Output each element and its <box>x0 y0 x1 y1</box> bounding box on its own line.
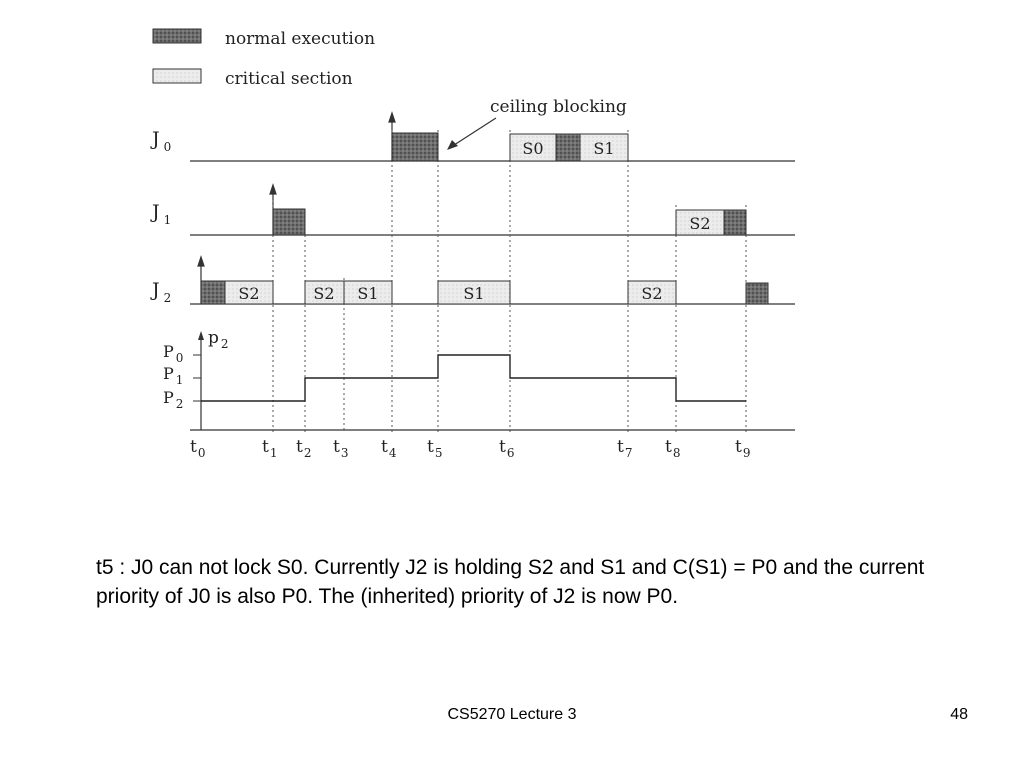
j2-s1-a-label: S1 <box>357 284 379 303</box>
priority-level-p0: P $_0$ <box>163 342 184 365</box>
release-arrowhead-j1 <box>270 185 276 194</box>
time-label-t4: $t_4$ <box>381 437 397 460</box>
ceiling-blocking-arrowhead <box>447 140 458 150</box>
job-label-j1: J $_1$ <box>152 201 172 227</box>
time-label-t9: $t_9$ <box>735 437 751 460</box>
page-number: 48 <box>950 706 968 723</box>
job-label-j2: J $_2$ <box>152 279 172 305</box>
time-label-t1: $t_1$ <box>262 437 278 460</box>
priority-axis-label: p $_2$ <box>208 328 229 351</box>
j0-normal-segment-2 <box>556 134 580 161</box>
footer-title: CS5270 Lecture 3 <box>447 706 577 723</box>
time-label-t6: $t_6$ <box>499 437 515 460</box>
j2-s2-a-label: S2 <box>238 284 260 303</box>
legend-normal-label: normal execution <box>225 29 376 49</box>
j2-priority-curve <box>201 355 746 401</box>
j2-s2-b-label: S2 <box>313 284 335 303</box>
j1-s2-label: S2 <box>689 214 711 233</box>
time-label-t3: $t_3$ <box>333 437 349 460</box>
ceiling-blocking-arrow-line <box>451 118 496 147</box>
legend-normal-swatch <box>153 29 201 43</box>
ceiling-blocking-label: ceiling blocking <box>490 97 627 117</box>
priority-level-p2: P $_2$ <box>163 388 184 411</box>
release-arrowhead-j0 <box>389 113 395 122</box>
j2-s1-b-label: S1 <box>463 284 485 303</box>
j1-normal-segment-2 <box>724 210 746 235</box>
time-label-t8: $t_8$ <box>665 437 681 460</box>
legend-critical-label: critical section <box>225 69 353 89</box>
time-label-t5: $t_5$ <box>427 437 443 460</box>
j2-normal-segment <box>201 281 225 304</box>
release-arrowhead-j2 <box>198 257 204 266</box>
priority-level-p1: P $_1$ <box>163 364 184 387</box>
j0-normal-segment <box>392 133 438 161</box>
time-label-t0: $t_0$ <box>190 437 206 460</box>
j1-normal-segment <box>273 209 305 235</box>
j0-s0-label: S0 <box>522 139 544 158</box>
time-label-t2: $t_2$ <box>296 437 312 460</box>
j2-s2-c-label: S2 <box>641 284 663 303</box>
j2-normal-segment-2 <box>746 283 768 304</box>
legend-critical-swatch <box>153 69 201 83</box>
j0-s1-label: S1 <box>593 139 615 158</box>
job-label-j0: J $_0$ <box>152 128 172 154</box>
slide-caption: t5 : J0 can not lock S0. Currently J2 is holding S2 and S1 and C(S1) = P0 and the current priority of J0 is also P0. The (inherited) priority of J2 is now P0. <box>96 556 925 608</box>
time-label-t7: $t_7$ <box>617 437 633 460</box>
priority-axis-arrowhead <box>198 331 204 340</box>
